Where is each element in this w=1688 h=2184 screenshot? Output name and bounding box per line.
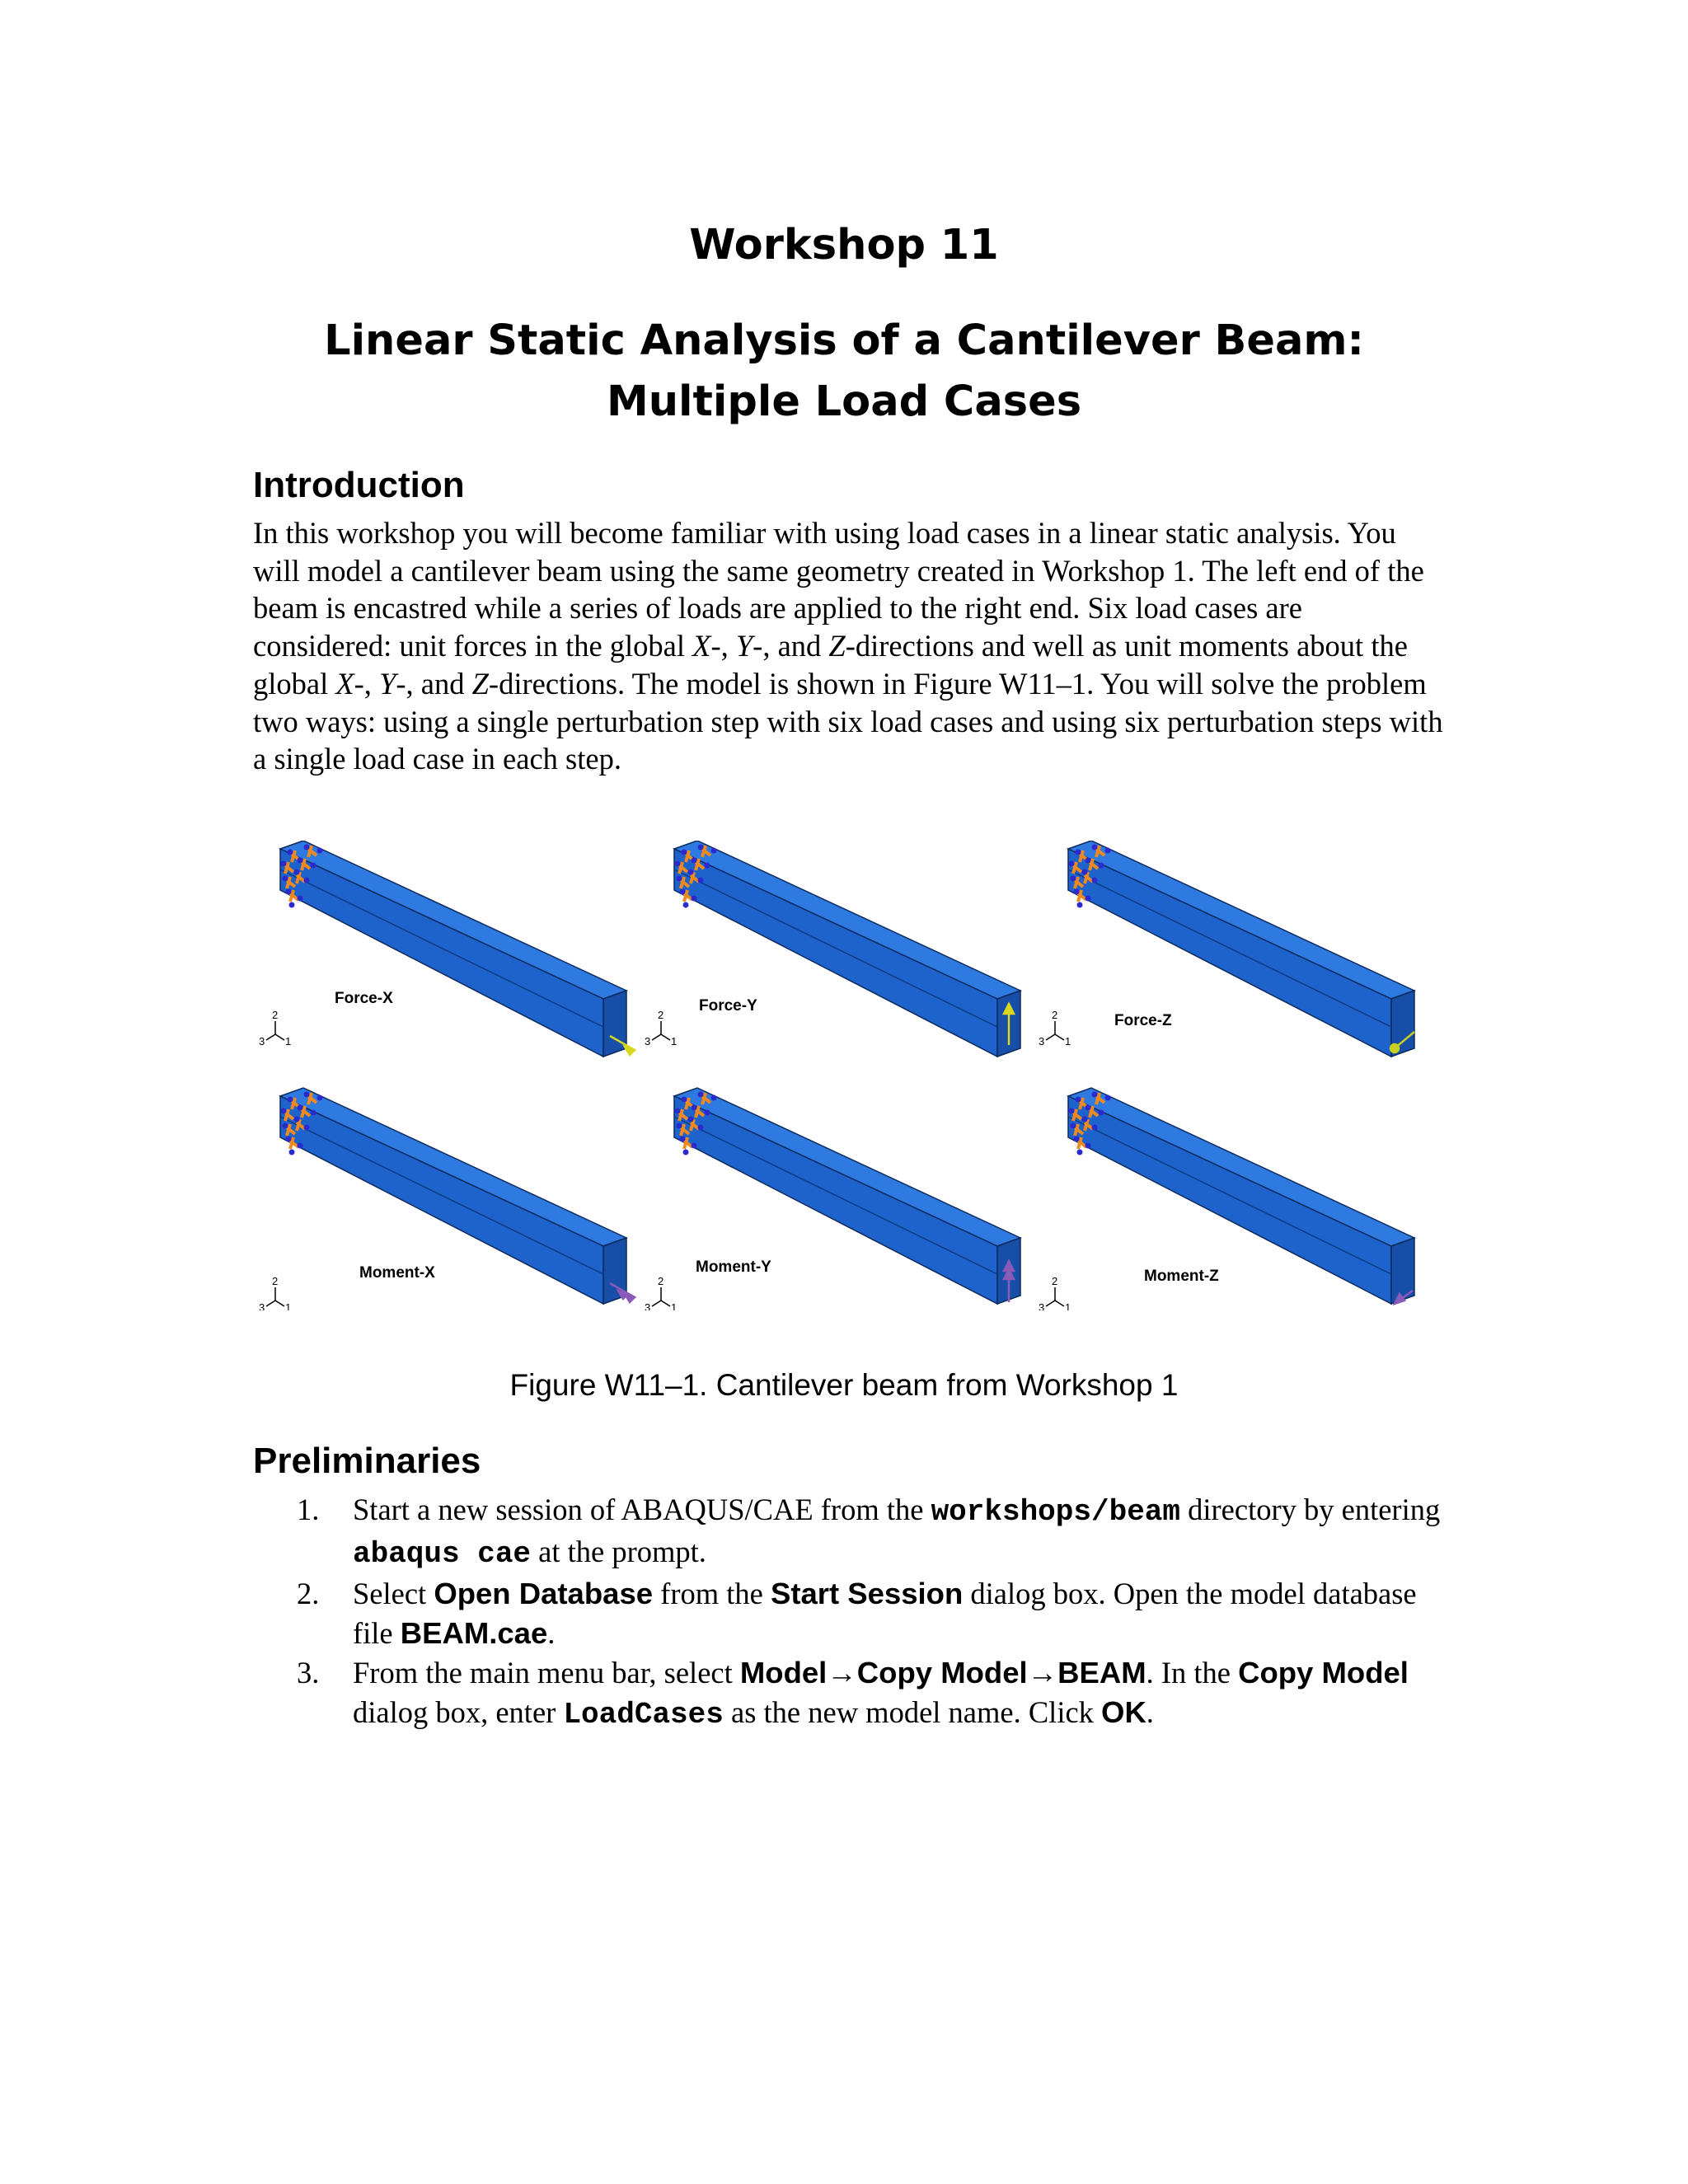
panel-label: Force-Y — [699, 997, 757, 1015]
gui-term: Copy Model — [1238, 1656, 1409, 1690]
triad-label: 2 — [272, 1009, 279, 1021]
panel-label: Force-X — [335, 990, 393, 1007]
gui-term: Model→Copy Model→BEAM — [739, 1656, 1146, 1690]
panel-force-y — [645, 841, 1020, 1057]
triad-label: 3 — [259, 1035, 265, 1047]
gui-term: OK — [1101, 1695, 1146, 1729]
panel-moment-z — [1039, 1088, 1414, 1310]
panel-label: Force-Z — [1114, 1012, 1172, 1029]
triad-label: 3 — [1039, 1035, 1045, 1047]
step-number: 2. — [297, 1577, 320, 1610]
triad-label: 2 — [658, 1275, 664, 1287]
panel-force-x — [259, 841, 635, 1057]
workshop-number: Workshop 11 — [689, 221, 999, 269]
triad-label: 1 — [671, 1301, 678, 1310]
triad-label: 2 — [272, 1275, 279, 1287]
step-2: 2. Select Open Database from the Start Session dialog box. Open the model database file BEAM.cae. — [297, 1574, 1451, 1653]
triad-label: 1 — [285, 1035, 292, 1047]
triad-label: 1 — [285, 1301, 292, 1310]
triad-label: 2 — [1052, 1275, 1058, 1287]
page-title-line1: Linear Static Analysis of a Cantilever Beam: — [324, 316, 1364, 365]
panel-label: Moment-X — [359, 1264, 435, 1282]
triad-label: 3 — [259, 1301, 265, 1310]
panel-moment-y — [645, 1088, 1020, 1310]
preliminaries-steps — [297, 1490, 1451, 1735]
panel-label: Moment-Z — [1144, 1268, 1219, 1285]
triad-label: 2 — [658, 1009, 664, 1021]
code-command: abaqus cae — [353, 1537, 532, 1571]
step-1: 1. Start a new session of ABAQUS/CAE from the workshops/beam directory by entering abaqus cae at the prompt. — [297, 1490, 1451, 1574]
step-3: 3. From the main menu bar, select Model→Copy Model→BEAM. In the Copy Model dialog box, enter LoadCases as the new model name. Click OK. — [297, 1653, 1451, 1735]
step-number: 1. — [297, 1493, 320, 1526]
panel-moment-x — [259, 1088, 635, 1310]
code-model-name: LoadCases — [563, 1698, 724, 1732]
triad-label: 3 — [1039, 1301, 1045, 1310]
triad-label: 3 — [645, 1301, 651, 1310]
panel-label: Moment-Y — [696, 1258, 771, 1276]
preliminaries-heading: Preliminaries — [253, 1441, 481, 1481]
introduction-heading: Introduction — [253, 465, 465, 505]
triad-label: 1 — [1065, 1035, 1071, 1047]
figure-caption: Figure W11–1. Cantilever beam from Workshop 1 — [509, 1368, 1179, 1402]
load-case-figure — [247, 841, 1418, 1310]
code-path: workshops/beam — [931, 1495, 1181, 1529]
gui-term: Open Database — [434, 1577, 654, 1610]
introduction-paragraph: In this workshop you will become familiar with using load cases in a linear static analysis. You will model a cantilever beam using the same geometry created in Workshop 1. The left end of the beam is encastred while a series of loads are applied to the right end. Six load cases are considered: unit forces in the global X-, Y-, and Z-directions and well as unit moments about the global X-, Y-, and Z-directions. The model is shown in Figure W11–1. You will solve the problem two ways: using a single perturbation step with six load cases and using six perturbation steps with a single load case in each step. — [253, 516, 1443, 776]
step-number: 3. — [297, 1656, 320, 1690]
gui-term: Start Session — [770, 1577, 964, 1610]
triad-label: 1 — [1065, 1301, 1071, 1310]
triad-label: 3 — [645, 1035, 651, 1047]
panel-force-z — [1039, 841, 1414, 1057]
gui-term: BEAM.cae — [400, 1616, 548, 1650]
triad-label: 1 — [671, 1035, 678, 1047]
triad-label: 2 — [1052, 1009, 1058, 1021]
page-title-line2: Multiple Load Cases — [606, 377, 1082, 426]
